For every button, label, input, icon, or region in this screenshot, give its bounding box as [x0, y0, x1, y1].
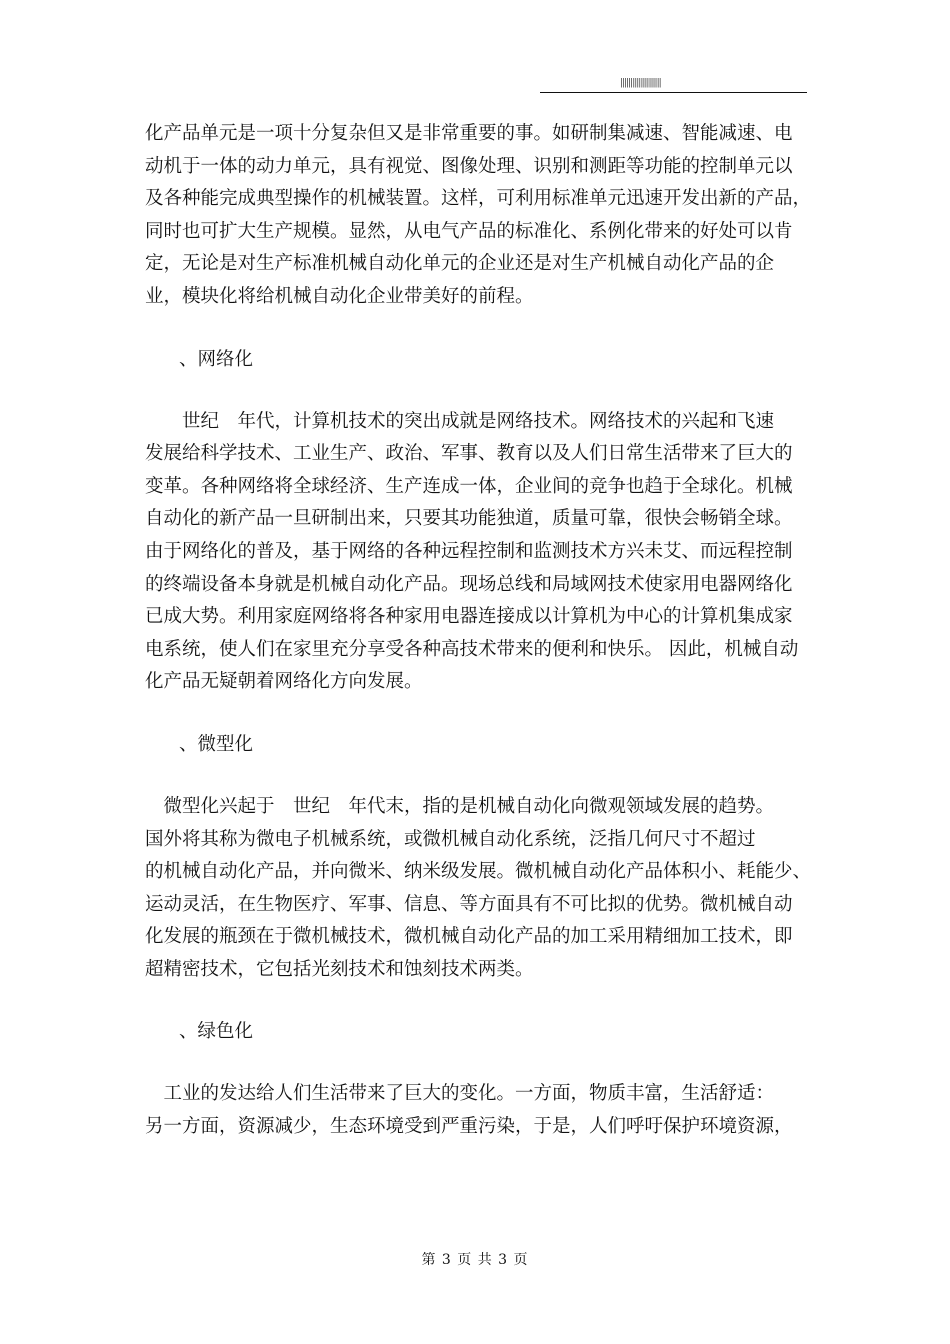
text-line: 工业的发达给人们生活带来了巨大的变化。一方面，物质丰富，生活舒适： [145, 1083, 775, 1105]
header-mark: |||||||||||||||||||| [620, 78, 661, 88]
text-line: 运动灵活，在生物医疗、军事、信息、等方面具有不可比拟的优势。微机械自动 [145, 893, 793, 915]
document-body [145, 118, 810, 1144]
text-line: 世纪 年代，计算机技术的突出成就是网络技术。网络技术的兴起和飞速 [145, 410, 775, 432]
text-line: 自动化的新产品一旦研制出来，只要其功能独道，质量可靠，很快会畅销全球。 [145, 508, 793, 530]
section-heading-miniaturization: 、微型化 [179, 733, 254, 755]
text-line: 另一方面，资源减少，生态环境受到严重污染，于是，人们呼吁保护环境资源， [145, 1116, 793, 1138]
section-heading-greening: 、绿色化 [179, 1021, 254, 1043]
text-line: 由于网络化的普及，基于网络的各种远程控制和监测技术方兴未艾、而远程控制 [145, 540, 793, 562]
text-line: 超精密技术，它包括光刻技术和蚀刻技术两类。 [145, 958, 534, 980]
paragraph-modularization-end [145, 118, 810, 314]
paragraph-networking [145, 406, 810, 699]
text-line: 国外将其称为微电子机械系统，或微机械自动化系统，泛指几何尺寸不超过 [145, 828, 756, 850]
text-line: 化产品单元是一项十分复杂但又是非常重要的事。如研制集减速、智能减速、电 [145, 123, 793, 144]
text-line: 发展给科学技术、工业生产、政治、军事、教育以及人们日常生活带来了巨大的 [145, 443, 793, 465]
paragraph-greening [145, 1078, 810, 1143]
text-line: 同时也可扩大生产规模。显然，从电气产品的标准化、系例化带来的好处可以肯 [145, 220, 793, 242]
text-line: 化发展的瓶颈在于微机械技术，微机械自动化产品的加工采用精细加工技术，即 [145, 926, 793, 948]
text-line: 定，无论是对生产标准机械自动化单元的企业还是对生产机械自动化产品的企 [145, 253, 775, 275]
text-line: 电系统，使人们在家里充分享受各种高技术带来的便利和快乐。 因此，机械自动 [145, 638, 799, 660]
text-line: 变革。各种网络将全球经济、生产连成一体，企业间的竞争也趋于全球化。机械 [145, 475, 793, 497]
text-line: 的机械自动化产品，并向微米、纳米级发展。微机械自动化产品体积小、耗能少、 [145, 861, 812, 883]
text-line: 及各种能完成典型操作的机械装置。这样，可利用标准单元迅速开发出新的产品， [145, 188, 812, 210]
text-line: 微型化兴起于 世纪 年代末，指的是机械自动化向微观领域发展的趋势。 [145, 795, 775, 817]
section-heading-networking: 、网络化 [179, 348, 254, 370]
paragraph-miniaturization [145, 791, 810, 987]
text-line: 业，模块化将给机械自动化企业带美好的前程。 [145, 285, 534, 307]
page-number: 第 3 页 共 3 页 [421, 1252, 529, 1268]
text-line: 化产品无疑朝着网络化方向发展。 [145, 671, 423, 693]
header-rule [540, 92, 807, 93]
text-line: 动机于一体的动力单元，具有视觉、图像处理、识别和测距等功能的控制单元以 [145, 155, 793, 177]
text-line: 已成大势。利用家庭网络将各种家用电器连接成以计算机为中心的计算机集成家 [145, 606, 793, 628]
text-line: 的终端设备本身就是机械自动化产品。现场总线和局域网技术使家用电器网络化 [145, 573, 793, 595]
